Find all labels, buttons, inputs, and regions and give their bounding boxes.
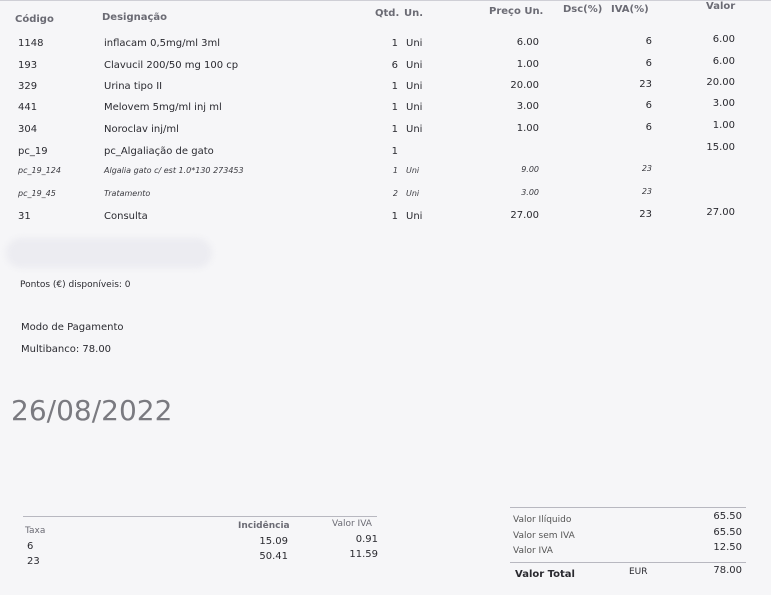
cell-designacao: Noroclav inj/ml [104, 124, 179, 135]
cell-un: Uni [406, 60, 423, 71]
top-edge-line [0, 0, 771, 1]
cell-preco: 6.00 [516, 37, 539, 48]
cell-un: Uni [406, 81, 423, 92]
tax-value: 0.91 [355, 534, 378, 545]
cell-valor: 1.00 [712, 120, 735, 131]
valor-iliquido: 65.50 [713, 511, 742, 522]
cell-preco: 9.00 [521, 165, 539, 174]
cell-valor: 3.00 [712, 98, 735, 109]
cell-valor: 6.00 [712, 34, 735, 45]
cell-qtd: 2 [392, 189, 398, 198]
cell-preco: 27.00 [510, 210, 539, 221]
cell-un: Uni [406, 124, 423, 135]
cell-preco: 1.00 [516, 59, 539, 70]
header-codigo: Código [15, 14, 54, 25]
cell-iva: 6 [645, 58, 652, 69]
cell-designacao: Clavucil 200/50 mg 100 cp [104, 60, 239, 71]
cell-designacao: pc_Algaliação de gato [104, 146, 214, 157]
cell-qtd: 1 [391, 102, 398, 113]
cell-codigo: pc_19_124 [18, 166, 61, 175]
cell-codigo: pc_19 [18, 146, 48, 157]
valor-sem-iva-label: Valor sem IVA [513, 531, 575, 541]
cell-qtd: 1 [391, 38, 398, 49]
cell-iva: 23 [641, 187, 652, 196]
totals-top-line [510, 507, 746, 508]
cell-designacao: Algalia gato c/ est 1.0*130 273453 [104, 166, 244, 175]
cell-designacao: Consulta [104, 211, 148, 222]
cell-designacao: Tratamento [104, 189, 151, 198]
cell-preco: 3.00 [516, 101, 539, 112]
valor-total: 78.00 [713, 565, 742, 576]
cell-iva: 6 [645, 122, 652, 133]
cell-designacao: Urina tipo II [104, 81, 163, 92]
pontos-disponiveis: Pontos (€) disponíveis: 0 [20, 280, 131, 290]
redacted-area [6, 238, 212, 268]
tax-header-incidencia: Incidência [238, 521, 290, 531]
cell-codigo: 441 [18, 102, 38, 113]
cell-un: Uni [406, 189, 420, 198]
tax-rate: 6 [27, 541, 34, 552]
cell-codigo: pc_19_45 [18, 189, 56, 198]
tax-header-taxa: Taxa [25, 526, 46, 536]
cell-qtd: 6 [391, 60, 398, 71]
cell-valor: 27.00 [706, 207, 735, 218]
cell-iva: 23 [639, 209, 652, 220]
currency-label: EUR [629, 567, 648, 577]
cell-preco: 20.00 [510, 80, 539, 91]
header-iva: IVA(%) [611, 4, 649, 15]
tax-table-top-line [23, 516, 377, 517]
cell-qtd: 1 [392, 166, 398, 175]
header-preco: Preço Un. [489, 6, 544, 17]
cell-qtd: 1 [391, 146, 398, 157]
document-date: 26/08/2022 [11, 394, 173, 427]
valor-iva: 12.50 [713, 542, 742, 553]
cell-un: Uni [406, 38, 423, 49]
modo-pagamento-label: Modo de Pagamento [21, 322, 124, 333]
totals-divider [510, 562, 746, 563]
cell-valor: 20.00 [706, 77, 735, 88]
tax-incidence: 50.41 [259, 551, 288, 562]
cell-qtd: 1 [391, 124, 398, 135]
cell-codigo: 31 [18, 211, 31, 222]
cell-qtd: 1 [391, 81, 398, 92]
cell-codigo: 193 [18, 60, 38, 71]
cell-codigo: 329 [18, 81, 38, 92]
cell-un: Uni [406, 166, 420, 175]
cell-designacao: inflacam 0,5mg/ml 3ml [104, 38, 221, 49]
cell-preco: 1.00 [516, 123, 539, 134]
header-designacao: Designação [102, 12, 168, 23]
cell-preco: 3.00 [521, 188, 539, 197]
tax-rate: 23 [27, 556, 40, 567]
cell-codigo: 304 [18, 124, 38, 135]
cell-iva: 23 [639, 79, 652, 90]
cell-iva: 6 [645, 100, 652, 111]
valor-sem-iva: 65.50 [713, 527, 742, 538]
cell-designacao: Melovem 5mg/ml inj ml [104, 102, 222, 113]
cell-iva: 23 [641, 164, 652, 173]
header-qtd: Qtd. [375, 8, 400, 19]
cell-valor: 6.00 [712, 56, 735, 67]
cell-iva: 6 [645, 36, 652, 47]
header-un: Un. [404, 8, 424, 19]
header-dsc: Dsc(%) [563, 4, 603, 15]
tax-value: 11.59 [349, 549, 378, 560]
cell-un: Uni [406, 211, 423, 222]
valor-iva-label: Valor IVA [513, 546, 553, 556]
cell-codigo: 1148 [18, 38, 44, 49]
tax-incidence: 15.09 [259, 536, 288, 547]
cell-valor: 15.00 [706, 142, 735, 153]
valor-total-label: Valor Total [515, 569, 575, 580]
valor-iliquido-label: Valor Ilíquido [513, 515, 572, 525]
header-valor: Valor [706, 1, 736, 12]
tax-header-valor-iva: Valor IVA [332, 519, 372, 529]
multibanco-value: Multibanco: 78.00 [21, 344, 112, 355]
cell-qtd: 1 [391, 211, 398, 222]
cell-un: Uni [406, 102, 423, 113]
